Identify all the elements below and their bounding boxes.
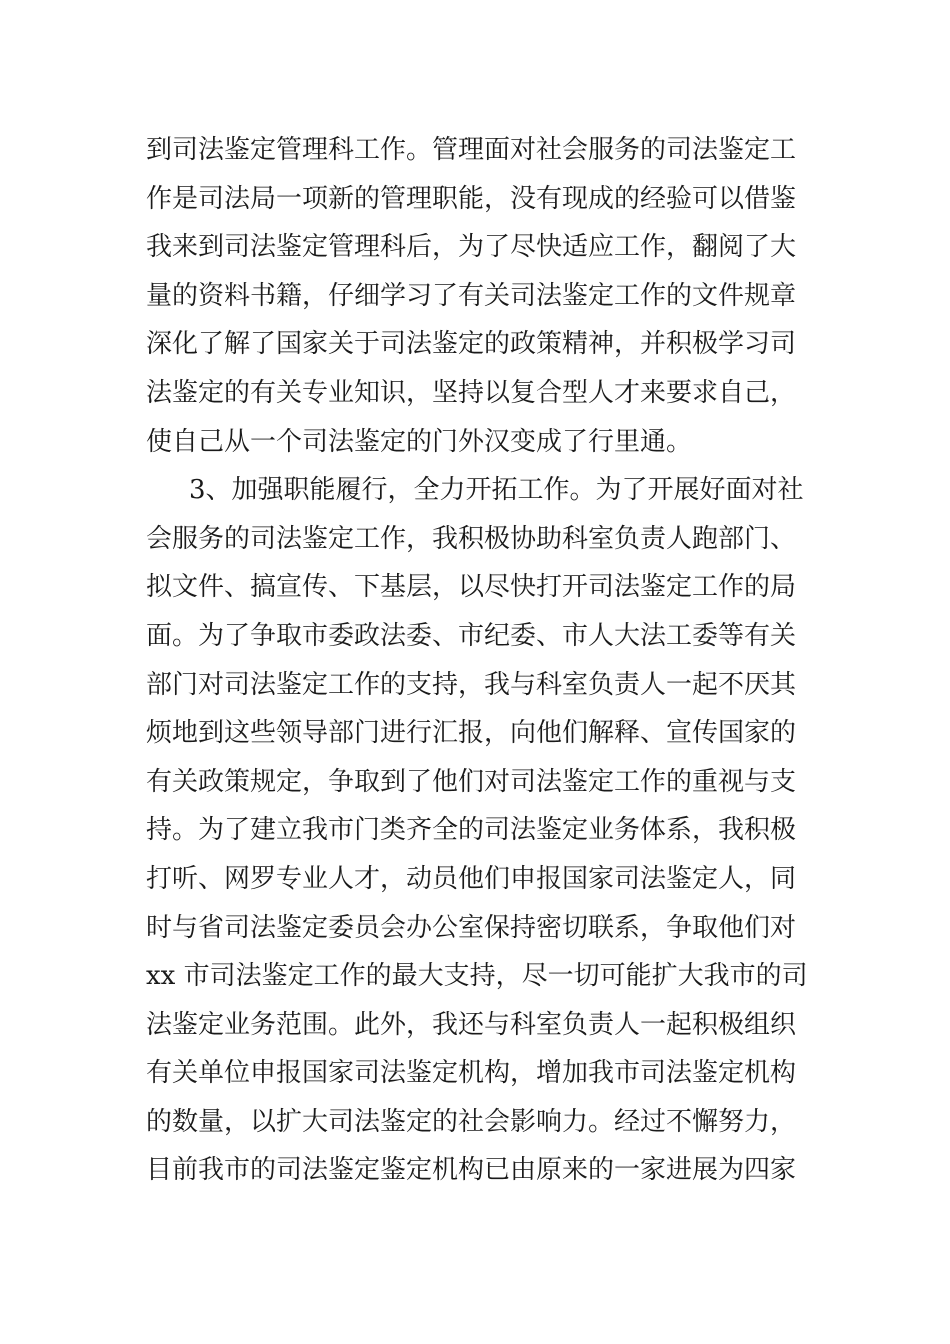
text-line: 量的资料书籍，仔细学习了有关司法鉴定工作的文件规章 [146,280,797,311]
text-line: 时与省司法鉴定委员会办公室保持密切联系，争取他们对 [146,912,797,943]
text-line: 的数量，以扩大司法鉴定的社会影响力。经过不懈努力， [146,1106,797,1137]
text-line: 部门对司法鉴定工作的支持，我与科室负责人一起不厌其 [146,669,797,700]
text-line: 我来到司法鉴定管理科后，为了尽快适应工作，翻阅了大 [146,232,797,263]
text-line: 面。为了争取市委政法委、市纪委、市人大法工委等有关 [146,620,797,651]
text-line: 深化了解了国家关于司法鉴定的政策精神，并积极学习司 [146,329,797,360]
text-line: 使自己从一个司法鉴定的门外汉变成了行里通。 [146,426,693,457]
text-line: 烦地到这些领导部门进行汇报，向他们解释、宣传国家的 [146,718,797,749]
text-line: 拟文件、搞宣传、下基层，以尽快打开司法鉴定工作的局 [146,572,797,603]
text-line: 持。为了建立我市门类齐全的司法鉴定业务体系，我积极 [146,815,797,846]
text-line: 有关单位申报国家司法鉴定机构，增加我市司法鉴定机构 [146,1058,797,1089]
body-text [146,126,808,1195]
text-line: 目前我市的司法鉴定鉴定机构已由原来的一家进展为四家 [146,1155,797,1186]
paragraph-first-line: 3、加强职能履行，全力开拓工作。为了开展好面对社 [189,475,804,506]
text-line: 打听、网罗专业人才，动员他们申报国家司法鉴定人，同 [146,863,797,894]
text-line: 有关政策规定，争取到了他们对司法鉴定工作的重视与支 [146,766,797,797]
text-line: 会服务的司法鉴定工作，我积极协助科室负责人跑部门、 [146,523,797,554]
text-line: 法鉴定业务范围。此外，我还与科室负责人一起积极组织 [146,1009,797,1040]
text-line: xx 市司法鉴定工作的最大支持，尽一切可能扩大我市的司 [146,961,808,992]
text-line: 到司法鉴定管理科工作。管理面对社会服务的司法鉴定工 [146,135,797,165]
text-line: 法鉴定的有关专业知识，坚持以复合型人才来要求自己， [146,377,797,408]
text-line: 作是司法局一项新的管理职能，没有现成的经验可以借鉴 [146,183,797,214]
